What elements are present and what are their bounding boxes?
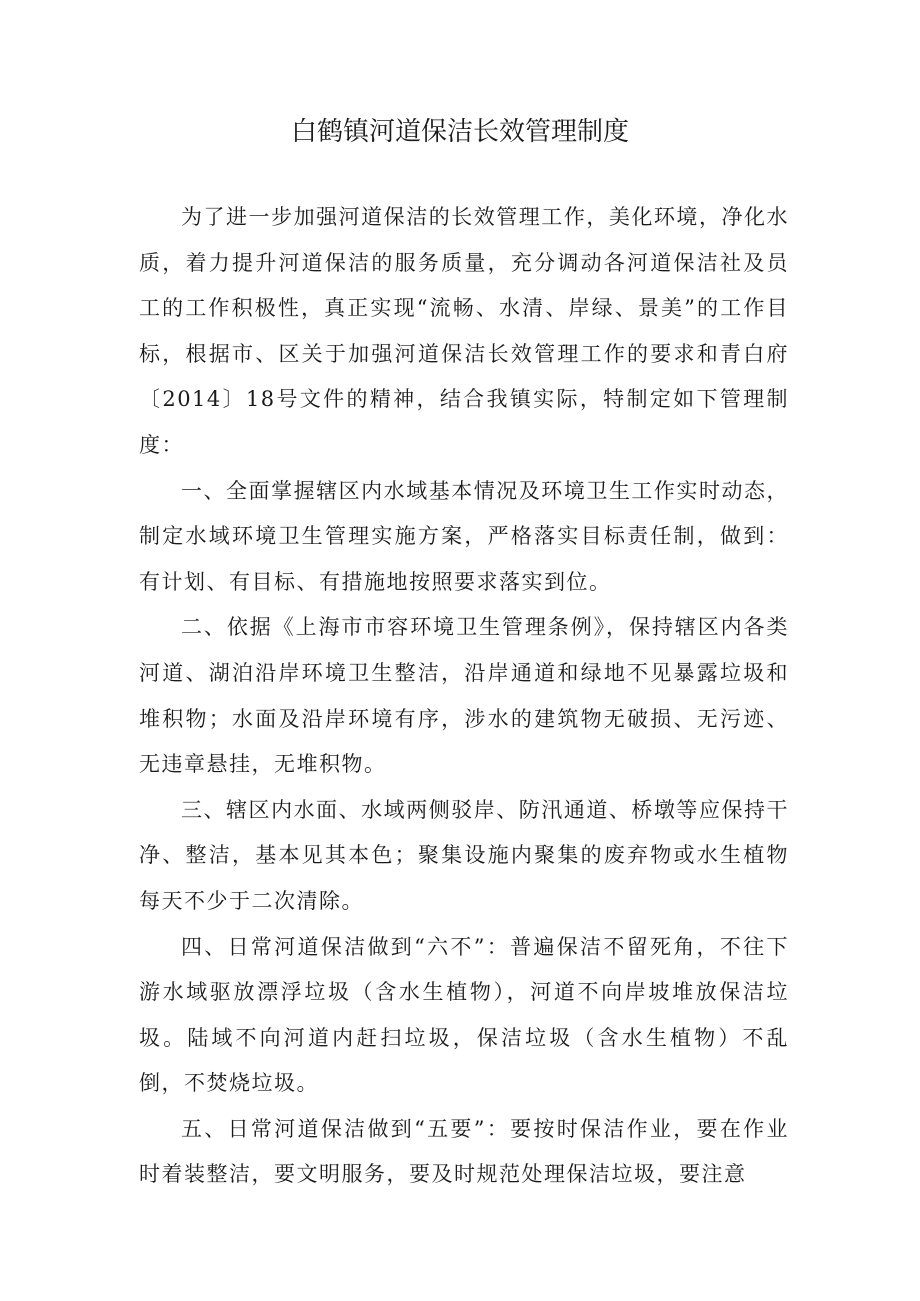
paragraph-item-1: 一、全面掌握辖区内水域基本情况及环境卫生工作实时动态，制定水域环境卫生管理实施方案，严格落实目标责任制，做到：有计划、有目标、有措施地按照要求落实到位。 (139, 478, 789, 594)
paragraph-intro: 为了进一步加强河道保洁的长效管理工作，美化环境，净化水质，着力提升河道保洁的服务质量，充分调动各河道保洁社及员工的工作积极性，真正实现“流畅、水清、岸绿、景美”的工作目标，根据市、区关于加强河道保洁长效管理工作的要求和青白府〔2014〕18号文件的精神，结合我镇实际，特制定如下管理制度： (139, 205, 789, 457)
document-title: 白鹤镇河道保洁长效管理制度 (290, 117, 629, 147)
paragraph-item-3: 三、辖区内水面、水域两侧驳岸、防汛通道、桥墩等应保持干净、整洁，基本见其本色；聚集设施内聚集的废弃物或水生植物每天不少于二次清除。 (139, 797, 789, 913)
paragraph-item-5: 五、日常河道保洁做到“五要”：要按时保洁作业，要在作业时着装整洁，要文明服务，要及时规范处理保洁垃圾，要注意 (139, 1116, 789, 1187)
paragraph-item-2: 二、依据《上海市市容环境卫生管理条例》，保持辖区内各类河道、湖泊沿岸环境卫生整洁，沿岸通道和绿地不见暴露垃圾和堆积物；水面及沿岸环境有序，涉水的建筑物无破损、无污迹、无违章悬挂，无堆积物。 (139, 615, 789, 777)
paragraph-item-4: 四、日常河道保洁做到“六不”：普遍保洁不留死角，不往下游水域驱放漂浮垃圾（含水生植物），河道不向岸坡堆放保洁垃圾。陆域不向河道内赶扫垃圾，保洁垃圾（含水生植物）不乱倒，不焚烧垃圾。 (139, 934, 789, 1096)
document-body (139, 195, 789, 1198)
